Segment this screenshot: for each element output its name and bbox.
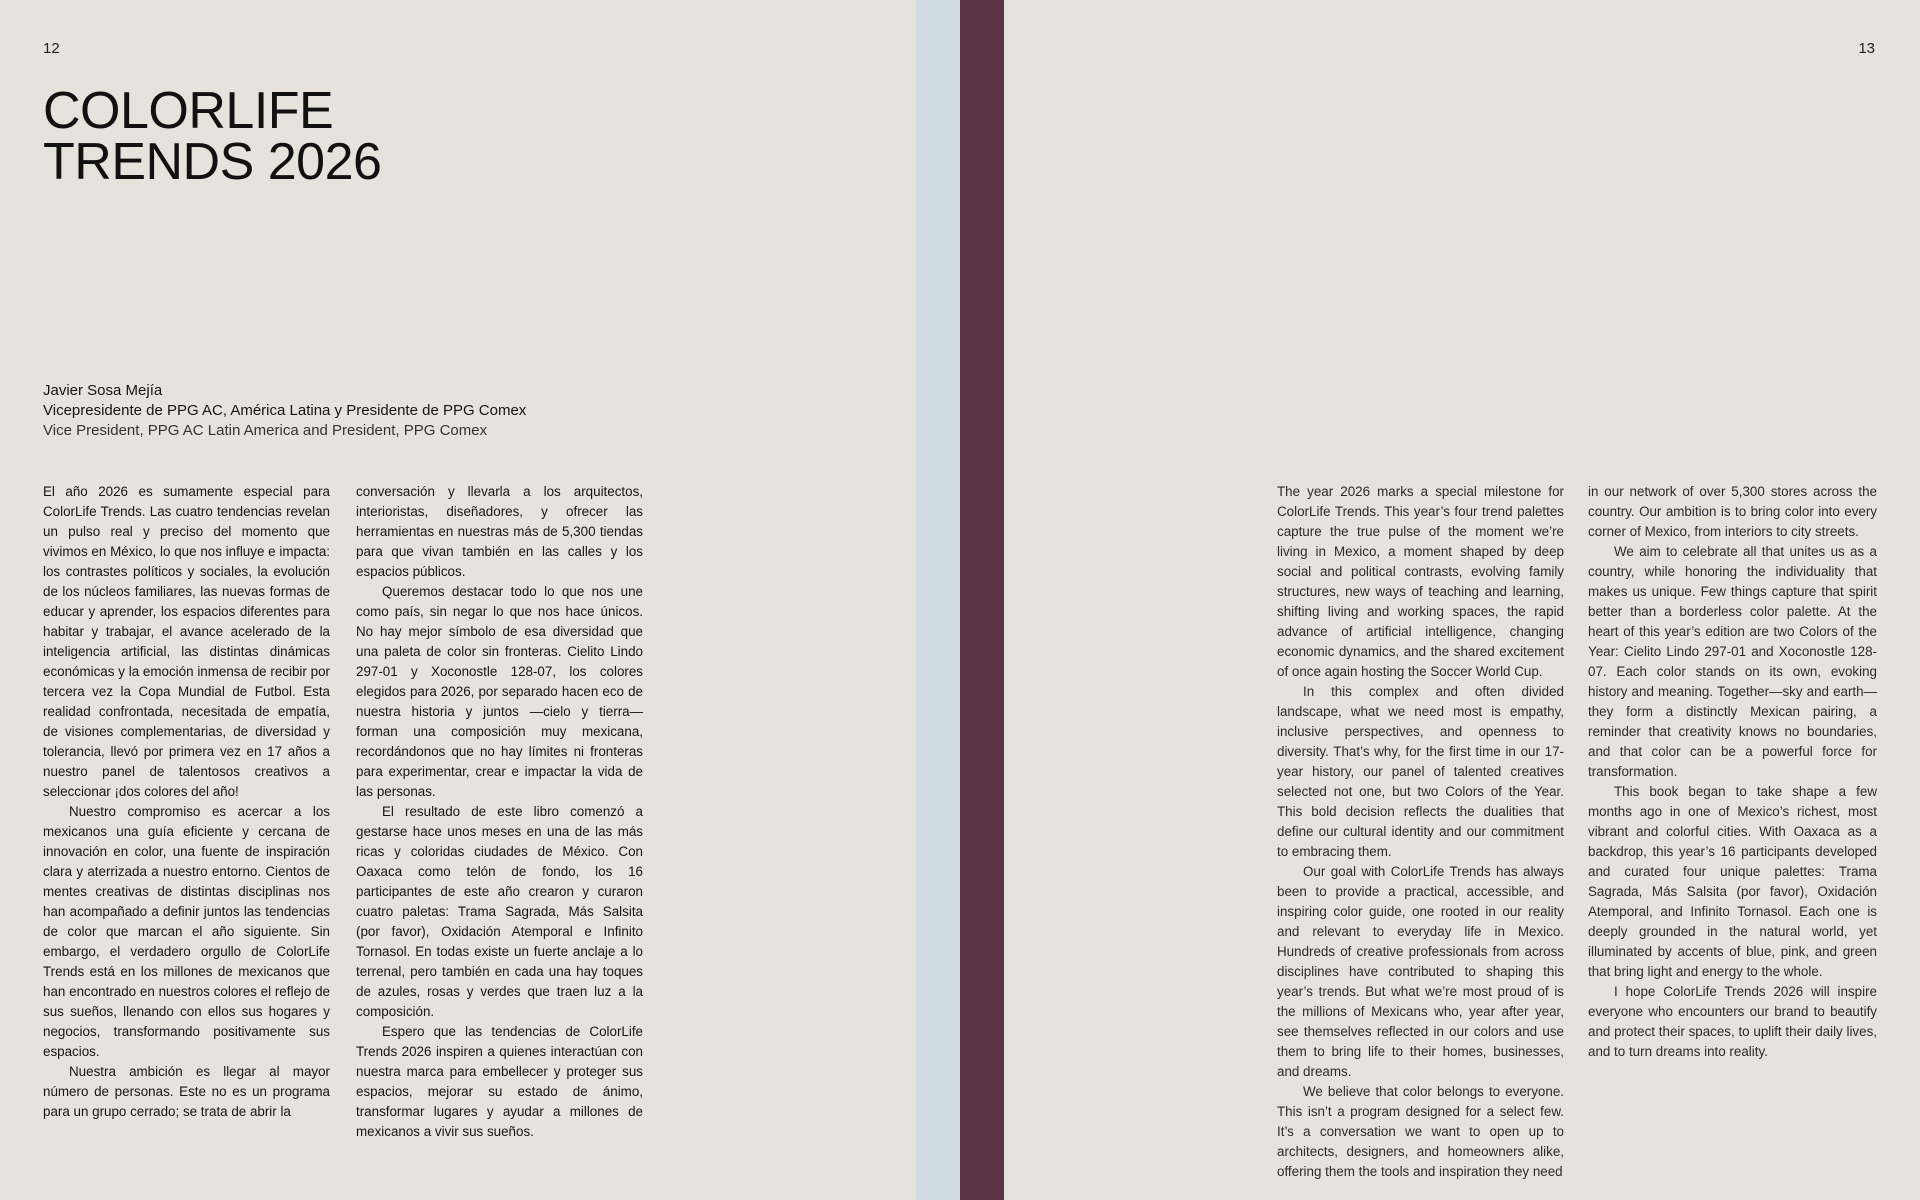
paragraph: Nuestra ambición es llegar al mayor número de personas. Este no es un programa para un grupo cerrado; se trata de abrir la bbox=[43, 1064, 330, 1119]
paragraph: The year 2026 marks a special milestone for ColorLife Trends. This year’s four trend palettes capture the true pulse of the moment we’re living in Mexico, a moment shaped by deep social and political contrasts, evolving family structures, new ways of teaching and learning, shifting living and working spaces, the rapid advance of artificial intelligence, changing economic dynamics, and the shared excitement of once again hosting the Soccer World Cup. bbox=[1277, 484, 1564, 679]
spanish-column-1 bbox=[43, 482, 330, 1122]
paragraph: El resultado de este libro comenzó a gestarse hace unos meses en una de las más ricas y coloridas ciudades de México. Con Oaxaca como telón de fondo, los 16 participantes de este año crearon y curaron cuatro paletas: Trama Sagrada, Más Salsita (por favor), Oxidación Atemporal e Infinito Tornasol. En todas existe un fuerte anclaje a lo terrenal, pero también en cada una hay toques de azules, rosas y verdes que traen luz a la composición. bbox=[356, 804, 643, 1019]
paragraph: Espero que las tendencias de ColorLife Trends 2026 inspiren a quienes interactúan con nuestra marca para embellecer y proteger sus espacios, mejorar su estado de ánimo, transformar lugares y ayudar a millones de mexicanos a vivir sus sueños. bbox=[356, 1024, 643, 1139]
english-column-1 bbox=[1277, 482, 1564, 1182]
author-role-english: Vice President, PPG AC Latin America and President, PPG Comex bbox=[43, 422, 488, 439]
paragraph: I hope ColorLife Trends 2026 will inspire everyone who encounters our brand to beautify and protect their spaces, to uplift their daily lives, and to turn dreams into reality. bbox=[1588, 984, 1877, 1059]
paragraph: El año 2026 es sumamente especial para ColorLife Trends. Las cuatro tendencias revelan un pulso real y preciso del momento que vivimos en México, lo que nos influye e impacta: los contrastes políticos y sociales, la evolución de los núcleos familiares, las nuevas formas de educar y aprender, los espacios diferentes para habitar y trabajar, el avance acelerado de la inteligencia artificial, las distintas dinámicas económicas y la emoción inmensa de recibir por tercera vez la Copa Mundial de Futbol. Esta realidad confrontada, necesitada de empatía, de visiones complementarias, de diversidad y tolerancia, llevó por primera vez en 17 años a nuestro panel de talentosos creativos a seleccionar ¡dos colores del año! bbox=[43, 484, 330, 799]
paragraph: in our network of over 5,300 stores across the country. Our ambition is to bring color into every corner of Mexico, from interiors to city streets. bbox=[1588, 484, 1877, 539]
author-name: Javier Sosa Mejía bbox=[43, 382, 163, 399]
author-role-spanish: Vicepresidente de PPG AC, América Latina y Presidente de PPG Comex bbox=[43, 402, 527, 419]
spanish-column-2 bbox=[356, 482, 643, 1142]
paragraph: This book began to take shape a few months ago in one of Mexico’s richest, most vibrant and colorful cities. With Oaxaca as a backdrop, this year’s 16 participants developed and curated four unique palettes: Trama Sagrada, Más Salsita (por favor), Oxidación Atemporal, and Infinito Tornasol. Each one is deeply grounded in the natural world, yet illuminated by accents of blue, pink, and green that bring light and energy to the whole. bbox=[1588, 784, 1877, 979]
paragraph: Queremos destacar todo lo que nos une como país, sin negar lo que nos hace únicos. No hay mejor símbolo de esa diversidad que una paleta de color sin fronteras. Cielito Lindo 297-01 y Xoconostle 128-07, los colores elegidos para 2026, por separado hacen eco de nuestra historia y juntos —cielo y tierra— forman una composición muy mexicana, recordándonos que no hay límites ni fronteras para experimentar, crear e impactar la vida de las personas. bbox=[356, 584, 643, 799]
paragraph: Our goal with ColorLife Trends has always been to provide a practical, accessible, and inspiring color guide, one rooted in our reality and relevant to everyday life in Mexico. Hundreds of creative professionals from across disciplines have contributed to shaping this year’s trends. But what we’re most proud of is the millions of Mexicans who, year after year, see themselves reflected in our colors and use them to bring life to their homes, businesses, and dreams. bbox=[1277, 864, 1564, 1079]
paragraph: We aim to celebrate all that unites us as a country, while honoring the individuality that makes us unique. Few things capture that spirit better than a borderless color palette. At the heart of this year’s edition are two Colors of the Year: Cielito Lindo 297-01 and Xoconostle 128-07. Each color stands on its own, evoking history and meaning. Together—sky and earth—they form a distinctly Mexican pairing, a reminder that creativity knows no boundaries, and that color can be a powerful force for transformation. bbox=[1588, 544, 1877, 779]
paragraph: conversación y llevarla a los arquitectos, interioristas, diseñadores, y ofrecer las herramientas en nuestras más de 5,300 tiendas para que vivan también en las calles y los espacios públicos. bbox=[356, 484, 643, 579]
author-block bbox=[43, 381, 526, 441]
page-number-left: 12 bbox=[43, 40, 60, 57]
paragraph: In this complex and often divided landscape, what we need most is empathy, inclusive perspectives, and openness to diversity. That’s why, for the first time in our 17-year history, our panel of talented creatives selected not one, but two Colors of the Year. This bold decision reflects the dualities that define our cultural identity and our commitment to embracing them. bbox=[1277, 684, 1564, 859]
page-title bbox=[43, 82, 382, 191]
color-stripe-blue bbox=[916, 0, 960, 1200]
title-line-1: COLORLIFE bbox=[43, 82, 334, 140]
page-number-right: 13 bbox=[1858, 40, 1875, 57]
paragraph: We believe that color belongs to everyone. This isn’t a program designed for a select few. It’s a conversation we want to open up to architects, designers, and homeowners alike, offering them the tools and inspiration they need bbox=[1277, 1084, 1564, 1179]
title-line-2: TRENDS 2026 bbox=[43, 133, 382, 191]
english-column-2 bbox=[1588, 482, 1877, 1062]
paragraph: Nuestro compromiso es acercar a los mexicanos una guía eficiente y cercana de innovación en color, una fuente de inspiración clara y aterrizada a nuestro entorno. Cientos de mentes creativas de distintas disciplinas nos han acompañado a definir juntos las tendencias de color que marcan el año siguiente. Sin embargo, el verdadero orgullo de ColorLife Trends está en los millones de mexicanos que han encontrado en nuestros colores el reflejo de sus sueños, llenando con ellos sus hogares y negocios, transformando positivamente sus espacios. bbox=[43, 804, 330, 1059]
color-stripe-plum bbox=[960, 0, 1004, 1200]
